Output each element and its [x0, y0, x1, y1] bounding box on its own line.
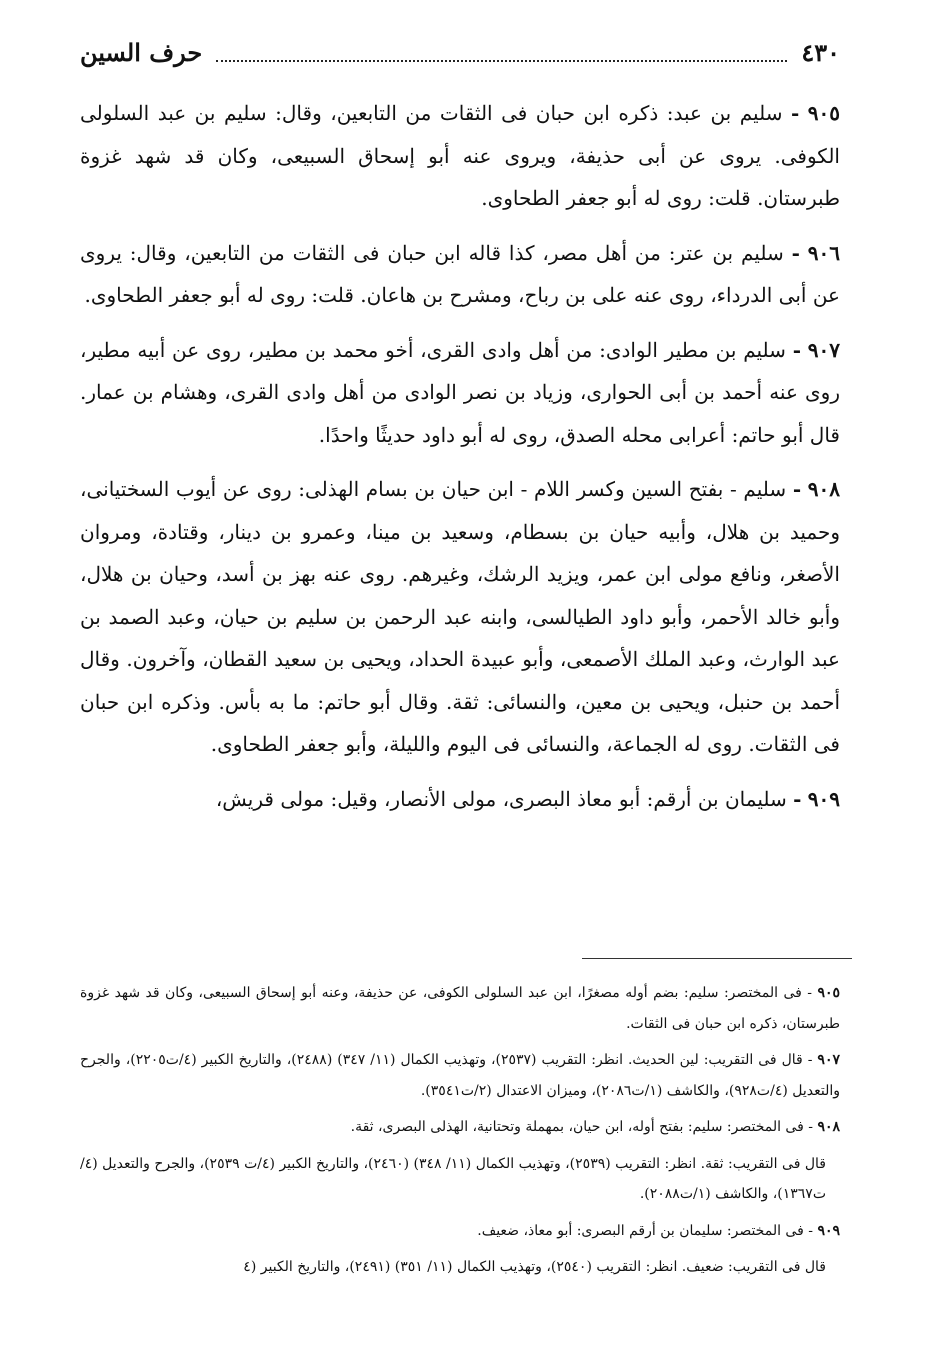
footnote-separator: - [808, 1119, 813, 1135]
footnote-909 [80, 1216, 840, 1247]
footnote-908 [80, 1112, 840, 1143]
entry-separator: - [790, 101, 800, 125]
main-text [80, 92, 840, 832]
footnote-text: فى المختصر: سليم: بضم أوله مصغرًا، ابن عبد السلولى الكوفى، عن حذيفة، وعنه أبو إسحاق السبيعى، وكان قد شهد غزوة طبرستان، ذكره ابن حبان فى الثقات. [80, 985, 840, 1032]
entry-number: ٩٠٨ [807, 477, 841, 501]
entry-text: سليم بن مطير الوادى: من أهل وادى القرى، أخو محمد بن مطير، روى عن أبيه مطير، روى عنه أحمد بن أبى الحوارى، وزياد بن نصر الوادى من أهل وادى القرى، وهشام بن عمار. قال أبو حاتم: أعرابى محله الصدق، روى له أبو داود حديثًا واحدًا. [80, 337, 840, 447]
entry-909 [80, 778, 840, 821]
entry-separator: - [792, 337, 801, 362]
footnote-separator: - [807, 1052, 813, 1068]
footnote-text: فى المختصر: سليمان بن أرقم البصرى: أبو معاذ، ضعيف. [477, 1222, 804, 1239]
footnote-separator: - [808, 1222, 813, 1239]
footnote-909-continuation [80, 1252, 840, 1283]
entry-separator: - [791, 240, 800, 265]
footnote-divider [582, 958, 852, 959]
footnote-number: ٩٠٥ [817, 985, 840, 1001]
entry-text: سليم - بفتح السين وكسر اللام - ابن حيان بن بسام الهذلى: روى عن أيوب السختيانى، وحميد بن هلال، وأبيه حيان بن بسطام، وسعيد بن مينا، وعمرو بن دينار، وقتادة، ومروان الأصغر، ونافع مولى ابن عمر، ويزيد الرشك، وغيرهم. روى عنه بهز بن أسد، وحيان بن هلال، وأبو خالد الأحمر، وأبو داود الطيالسى، وابنه عبد الرحمن بن سليم بن حيان، وعبد الصمد بن عبد الوارث، وعبد الملك الأصمعى، وأبو عبيدة الحداد، ويحيى بن سعيد القطان، وآخرون. وقال أحمد بن حنبل، ويحيى بن معين، والنسائى: ثقة. وقال أبو حاتم: ما به بأس. وذكره ابن حبان فى الثقات. روى له الجماعة، والنسائى فى اليوم والليلة، وأبو جعفر الطحاوى. [80, 477, 840, 756]
footnote-908-continuation [80, 1149, 840, 1210]
entry-907 [80, 329, 840, 457]
entry-908 [80, 468, 840, 766]
page-header [80, 30, 840, 74]
footnote-text: قال فى التقريب: لين الحديث. انظر: التقريب (٢٥٣٧)، وتهذيب الكمال (١١/ ٣٤٧) (٢٤٨٨)، والتاريخ الكبير (٤/ت٢٢٠٥)، والجرح والتعديل (٤/ت٩٢٨)، والكاشف (١/ت٢٠٨٦)، وميزان الاعتدال (٢/ت٣٥٤١). [80, 1052, 840, 1099]
dotted-leader [216, 60, 787, 62]
entry-905 [80, 92, 840, 220]
footnote-number: ٩٠٧ [817, 1052, 840, 1068]
entry-906 [80, 232, 840, 317]
entry-text: سليمان بن أرقم: أبو معاذ البصرى، مولى الأنصار، وقيل: مولى قريش، [215, 786, 787, 811]
entry-number: ٩٠٥ [807, 101, 841, 125]
footnote-text: قال فى التقريب: ثقة. انظر: التقريب (٢٥٣٩)، وتهذيب الكمال (١١/ ٣٤٨) (٢٤٦٠)، والتاريخ الكبير (٤/ت ٢٥٣٩)، والجرح والتعديل (٤/ت١٣٦٧)، والكاشف (١/ت٢٠٨٨). [80, 1155, 826, 1202]
footnote-number: ٩٠٩ [817, 1222, 840, 1239]
entry-number: ٩٠٧ [807, 337, 840, 362]
entry-separator: - [792, 477, 802, 501]
entry-separator: - [793, 786, 802, 811]
entry-number: ٩٠٩ [807, 786, 840, 811]
footnote-number: ٩٠٨ [817, 1119, 840, 1135]
footnote-text: فى المختصر: سليم: بفتح أوله، ابن حيان، بمهملة وتحتانية، الهذلى البصرى، ثقة. [350, 1119, 804, 1135]
footnote-separator: - [807, 985, 812, 1001]
footnote-text: قال فى التقريب: ضعيف. انظر: التقريب (٢٥٤٠)، وتهذيب الكمال (١١/ ٣٥١) (٢٤٩١)، والتاريخ الكبير (٤ [243, 1259, 826, 1275]
footnotes [80, 978, 840, 1289]
entry-text: سليم بن عبد: ذكره ابن حبان فى الثقات من التابعين، وقال: سليم بن عبد السلولى الكوفى. يروى عن أبى حذيفة، ويروى عنه أبو إسحاق السبيعى، وكان قد شهد غزوة طبرستان. قلت: روى له أبو جعفر الطحاوى. [80, 101, 840, 210]
footnote-907 [80, 1045, 840, 1106]
entry-text: سليم بن عتر: من أهل مصر، كذا قاله ابن حبان فى الثقات من التابعين، وقال: يروى عن أبى الدرداء، روى عنه على بن رباح، ومشرح بن هاعان. قلت: روى له أبو جعفر الطحاوى. [80, 240, 840, 307]
chapter-title: حرف السين [80, 37, 203, 67]
entry-number: ٩٠٦ [807, 240, 841, 265]
footnote-905 [80, 978, 840, 1039]
page-number: ٤٣٠ [801, 37, 840, 67]
